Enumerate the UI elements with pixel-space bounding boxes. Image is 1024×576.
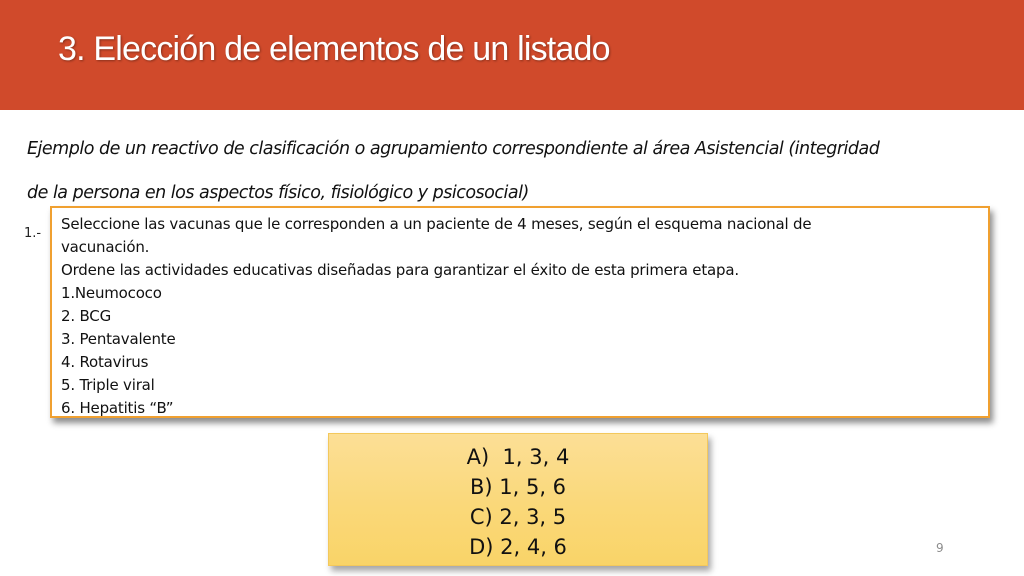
answers-box [328, 433, 708, 566]
list-item: 3. Pentavalente [61, 330, 176, 348]
answer-option-d: D) 2, 4, 6 [469, 535, 567, 559]
question-line: vacunación. [61, 238, 150, 256]
question-line: Ordene las actividades educativas diseñadas para garantizar el éxito de esta primera etapa. [61, 261, 739, 279]
slide-title: 3. Elección de elementos de un listado [58, 30, 610, 68]
question-line: Seleccione las vacunas que le corresponden a un paciente de 4 meses, según el esquema nacional de [61, 215, 812, 233]
list-item: 2. BCG [61, 307, 112, 325]
item-number: 1.- [24, 226, 42, 241]
list-item: 5. Triple viral [61, 376, 155, 394]
title-bar [0, 0, 1024, 110]
answer-option-a: A) 1, 3, 4 [466, 445, 570, 469]
list-item: 4. Rotavirus [61, 353, 149, 371]
question-box [50, 206, 990, 418]
answer-option-c: C) 2, 3, 5 [469, 505, 567, 529]
list-item: 6. Hepatitis “B” [61, 399, 174, 417]
intro-text [27, 127, 997, 215]
intro-line-1: Ejemplo de un reactivo de clasificación o agrupamiento correspondiente al área Asistencial (integridad [27, 139, 880, 159]
list-item: 1.Neumococo [61, 284, 162, 302]
page-number: 9 [936, 541, 944, 555]
intro-line-2: de la persona en los aspectos físico, fisiológico y psicosocial) [27, 183, 529, 203]
answer-option-b: B) 1, 5, 6 [469, 475, 567, 499]
